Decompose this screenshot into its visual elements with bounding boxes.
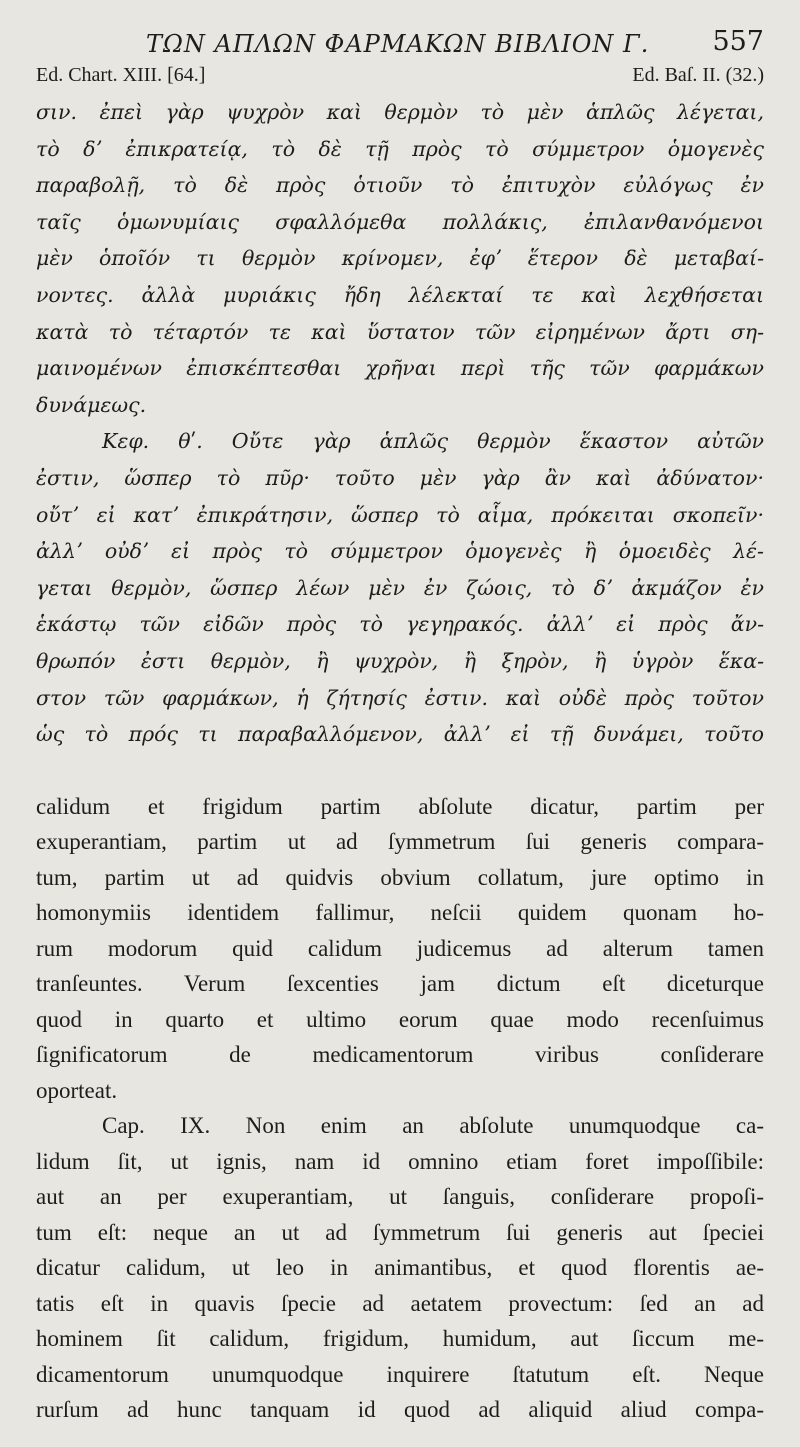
text-line: hominem ſit calidum, frigidum, humidum, aut ſiccum me-: [36, 1326, 764, 1352]
text-line: μὲν ὁποῖόν τι θερμὸν κρίνομεν, ἐφʼ ἕτερον δὲ μεταβαί-: [36, 246, 764, 271]
text-line: οὔτʼ εἰ κατʼ ἐπικράτησιν, ὥσπερ τὸ αἷμα, πρόκειται σκοπεῖν·: [36, 502, 764, 527]
text-line: θρωπόν ἐστι θερμὸν, ἢ ψυχρὸν, ἢ ξηρὸν, ἢ ὑγρὸν ἕκα-: [36, 648, 764, 673]
text-line: νοντες. ἀλλὰ μυριάκις ἤδη λέλεκταί τε καὶ λεχθήσεται: [36, 282, 764, 307]
text-line: ταῖς ὁμωνυμίαις σφαλλόμεθα πολλάκις, ἐπιλανθανόμενοι: [36, 209, 764, 234]
text-line: dicatur calidum, ut leo in animantibus, et quod florentis ae-: [36, 1255, 764, 1281]
page-number: 557: [712, 26, 764, 57]
text-line: calidum et frigidum partim abſolute dicatur, partim per: [36, 793, 764, 819]
text-line: homonymiis identidem fallimur, neſcii quidem quonam ho-: [36, 900, 764, 926]
text-line: ἐστιν, ὥσπερ τὸ πῦρ· τοῦτο μὲν γὰρ ἂν καὶ ἀδύνατον·: [36, 465, 764, 490]
greek-text: [36, 94, 764, 753]
edition-references: [36, 62, 764, 94]
text-line: ὡς τὸ πρός τι παραβαλλόμενον, ἀλλʼ εἰ τῇ δυνάμει, τοῦτο: [36, 722, 764, 747]
text-line: tum eſt: neque an ut ad ſymmetrum ſui generis aut ſpeciei: [36, 1219, 764, 1245]
text-line: quod in quarto et ultimo eorum quae modo recenſuimus: [36, 1006, 764, 1032]
text-line: γεται θερμὸν, ὥσπερ λέων μὲν ἐν ζώοις, τὸ δʼ ἀκμάζον ἐν: [36, 575, 764, 600]
text-line: ἀλλʼ οὐδʼ εἰ πρὸς τὸ σύμμετρον ὁμογενὲς ἢ ὁμοειδὲς λέ-: [36, 539, 764, 564]
text-line: lidum ſit, ut ignis, nam id omnino etiam foret impoſſibile:: [36, 1148, 764, 1174]
text-line: rurſum ad hunc tanquam id quod ad aliquid aliud compa-: [36, 1397, 764, 1423]
edition-left: Ed. Chart. XIII. [64.]: [36, 64, 206, 86]
text-line: κατὰ τὸ τέταρτόν τε καὶ ὕστατον τῶν εἰρημένων ἄρτι ση-: [36, 319, 764, 344]
text-line: ſignificatorum de medicamentorum viribus conſiderare: [36, 1042, 764, 1068]
text-line: σιν. ἐπεὶ γὰρ ψυχρὸν καὶ θερμὸν τὸ μὲν ἁπλῶς λέγεται,: [36, 100, 764, 124]
chapter-heading-line: Κεφ. θʹ. Οὔτε γὰρ ἁπλῶς θερμὸν ἕκαστον αὐτῶν: [102, 429, 764, 454]
latin-text: [36, 789, 764, 1428]
text-line: δυνάμεως.: [36, 392, 147, 417]
text-line: tum, partim ut ad quidvis obvium collatum, jure optimo in: [36, 864, 764, 890]
running-head: [36, 22, 764, 62]
chapter-heading-line: Cap. IX. Non enim an abſolute unumquodque ca-: [102, 1113, 764, 1139]
text-line: tranſeuntes. Verum ſexcenties jam dictum eſt diceturque: [36, 971, 764, 997]
text-line: μαινομένων ἐπισκέπτεσθαι χρῆναι περὶ τῆς τῶν φαρμάκων: [36, 356, 764, 381]
running-title: ΤΩΝ ΑΠΛΩΝ ΦΑΡΜΑΚΩΝ ΒΙΒΛΙΟΝ Γ.: [146, 30, 650, 58]
text-line: exuperantiam, partim ut ad ſymmetrum ſui generis compara-: [36, 829, 764, 855]
text-line: ἑκάστῳ τῶν εἰδῶν πρὸς τὸ γεγηρακός. ἀλλʼ εἰ πρὸς ἄν-: [36, 612, 764, 637]
text-line: tatis eſt in quavis ſpecie ad aetatem provectum: ſed an ad: [36, 1290, 764, 1316]
text-line: στον τῶν φαρμάκων, ἡ ζήτησίς ἐστιν. καὶ οὐδὲ πρὸς τοῦτον: [36, 685, 764, 710]
text-line: rum modorum quid calidum judicemus ad alterum tamen: [36, 935, 764, 961]
text-line: oporteat.: [36, 1077, 118, 1103]
text-line: aut an per exuperantiam, ut ſanguis, conſiderare propoſi-: [36, 1184, 764, 1210]
edition-right: Ed. Baſ. II. (32.): [632, 64, 764, 86]
text-line: dicamentorum unumquodque inquirere ſtatutum eſt. Neque: [36, 1361, 764, 1387]
text-line: παραβολῇ, τὸ δὲ πρὸς ὁτιοῦν τὸ ἐπιτυχὸν εὐλόγως ἐν: [36, 173, 764, 198]
text-line: τὸ δʼ ἐπικρατείᾳ, τὸ δὲ τῇ πρὸς τὸ σύμμετρον ὁμογενὲς: [36, 136, 764, 161]
